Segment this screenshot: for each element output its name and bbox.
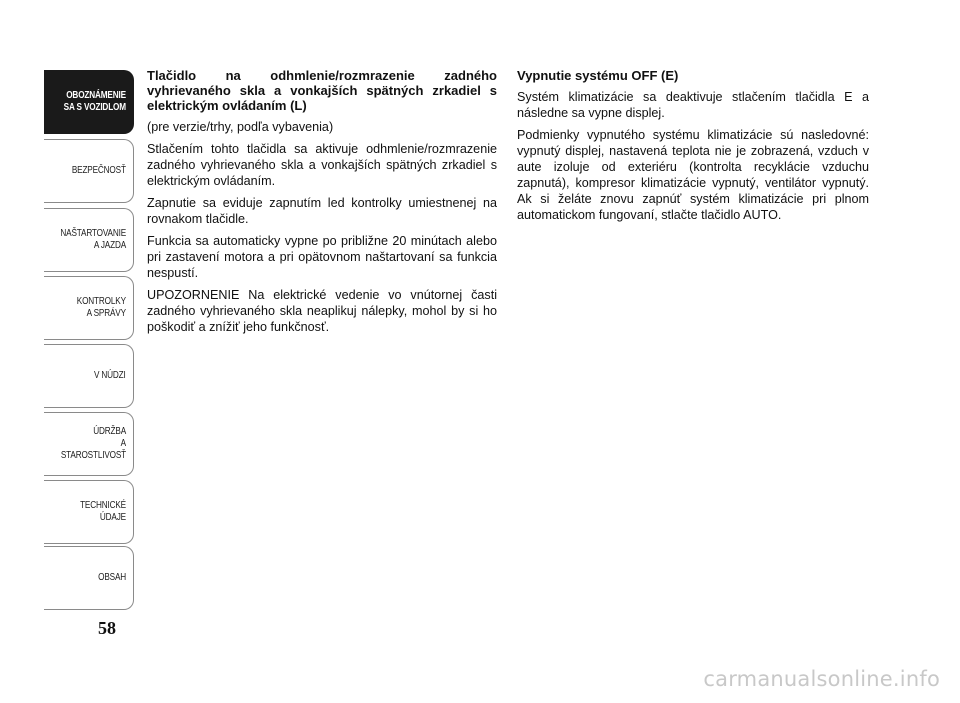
watermark: carmanualsonline.info [703, 667, 940, 691]
tab-label: BEZPEČNOSŤ [72, 165, 126, 176]
paragraph: Podmienky vypnutého systému klimatizácie sú nasledovné: vypnutý displej, nastavená teplota nie je zobrazená, vzduch v aute izoluje od exteriéru (kontrolta recyklácie vzduchu zapnutá), kompresor klimatizácie vypnutý, ventilátor vypnutý. Ak si želáte znovu zapnúť systém klimatizácie pri plnom automatickom fungovaní, stlačte tlačidlo AUTO. [517, 128, 869, 222]
warning-paragraph: UPOZORNENIE Na elektrické vedenie vo vnútornej časti zadného vyhrievaného skla neaplikuj nálepky, mohol by si ho poškodiť a znížiť jeho funkčnosť. [147, 288, 497, 334]
section-heading: Tlačidlo na odhmlenie/rozmrazenie zadného vyhrievaného skla a vonkajších spätných zrkadiel s elektrickým ovládaním (L) [147, 68, 497, 113]
section-subheading: (pre verzie/trhy, podľa vybavenia) [147, 120, 334, 134]
tab-kontrolky[interactable] [44, 276, 134, 340]
tab-label: KONTROLKY A SPRÁVY [76, 296, 126, 319]
paragraph: Zapnutie sa eviduje zapnutím led kontrolky umiestnenej na rovnakom tlačidle. [147, 196, 497, 226]
tab-oboznamenie[interactable] [44, 70, 134, 134]
section-heading: Vypnutie systému OFF (E) [517, 68, 679, 83]
tab-obsah[interactable] [44, 546, 134, 610]
tab-label: OBSAH [98, 572, 126, 583]
tab-label: OBOZNÁMENIE SA S VOZIDLOM [63, 90, 126, 113]
paragraph: Stlačením tohto tlačidla sa aktivuje odhmlenie/rozmrazenie zadného vyhrievaného skla a vonkajších spätných zrkadiel s elektrickým ovládaním. [147, 142, 497, 188]
tab-label: NAŠTARTOVANIE A JAZDA [60, 228, 126, 251]
tab-bezpecnost[interactable] [44, 139, 134, 203]
left-column [147, 68, 497, 341]
right-column [517, 68, 869, 229]
tab-udrzba[interactable] [44, 412, 134, 476]
page-number: 58 [98, 618, 116, 638]
tab-technicke-udaje[interactable] [44, 480, 134, 544]
paragraph: Systém klimatizácie sa deaktivuje stlačením tlačidla E a následne sa vypne displej. [517, 90, 869, 120]
tab-v-nudzi[interactable] [44, 344, 134, 408]
tab-nastartovanie[interactable] [44, 208, 134, 272]
tab-label: ÚDRŽBA A STAROSTLIVOSŤ [60, 426, 126, 461]
tab-label: V NÚDZI [94, 370, 126, 381]
paragraph: Funkcia sa automaticky vypne po približne 20 minútach alebo pri zastavení motora a pri opätovnom naštartovaní sa funkcia nespustí. [147, 234, 497, 280]
tab-label: TECHNICKÉ ÚDAJE [80, 500, 126, 523]
